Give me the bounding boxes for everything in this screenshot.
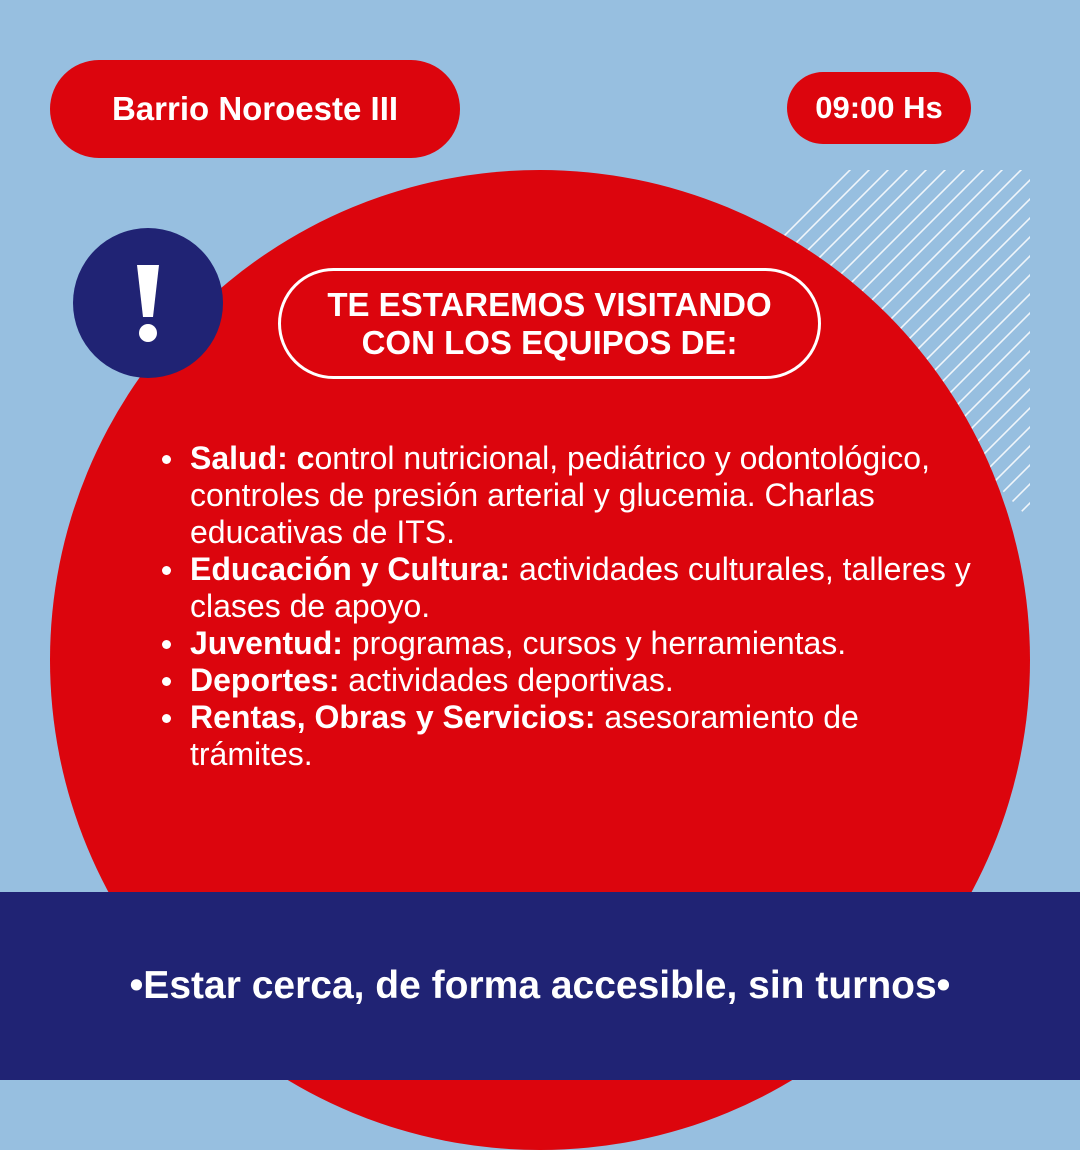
service-description: actividades culturales, talleres y clases de apoyo. [190,551,971,624]
list-item [158,662,978,699]
location-label: Barrio Noroeste III [111,90,399,127]
location-badge [50,60,460,158]
service-name: Juventud: [190,625,343,661]
time-label: 09:00 Hs [815,90,943,125]
service-description: programas, cursos y herramientas. [342,625,847,661]
service-description: ontrol nutricional, pediátrico y odontológico, controles de presión arterial y glucemia. Charlas educativas de ITS. [190,440,930,550]
time-badge [787,72,971,144]
list-item [158,551,978,625]
service-name: Salud: c [190,440,315,476]
footer-banner [0,892,1080,1080]
heading-line-1: TE ESTAREMOS VISITANDO [327,285,772,323]
service-name: Deportes: [190,662,340,698]
service-name: Rentas, Obras y Servicios: [190,699,596,735]
exclamation-icon [133,263,163,343]
alert-badge [73,228,223,378]
heading-line-2: CON LOS EQUIPOS DE: [361,323,738,361]
slogan: •Estar cerca, de forma accesible, sin turnos• [129,964,951,1007]
service-description: asesoramiento de trámites. [190,699,859,772]
list-item [158,440,978,551]
list-item [158,699,978,773]
service-name: Educación y Cultura: [190,551,511,587]
visit-heading [278,268,821,379]
services-list [158,440,978,773]
list-item [158,625,978,662]
service-description: actividades deportivas. [339,662,674,698]
